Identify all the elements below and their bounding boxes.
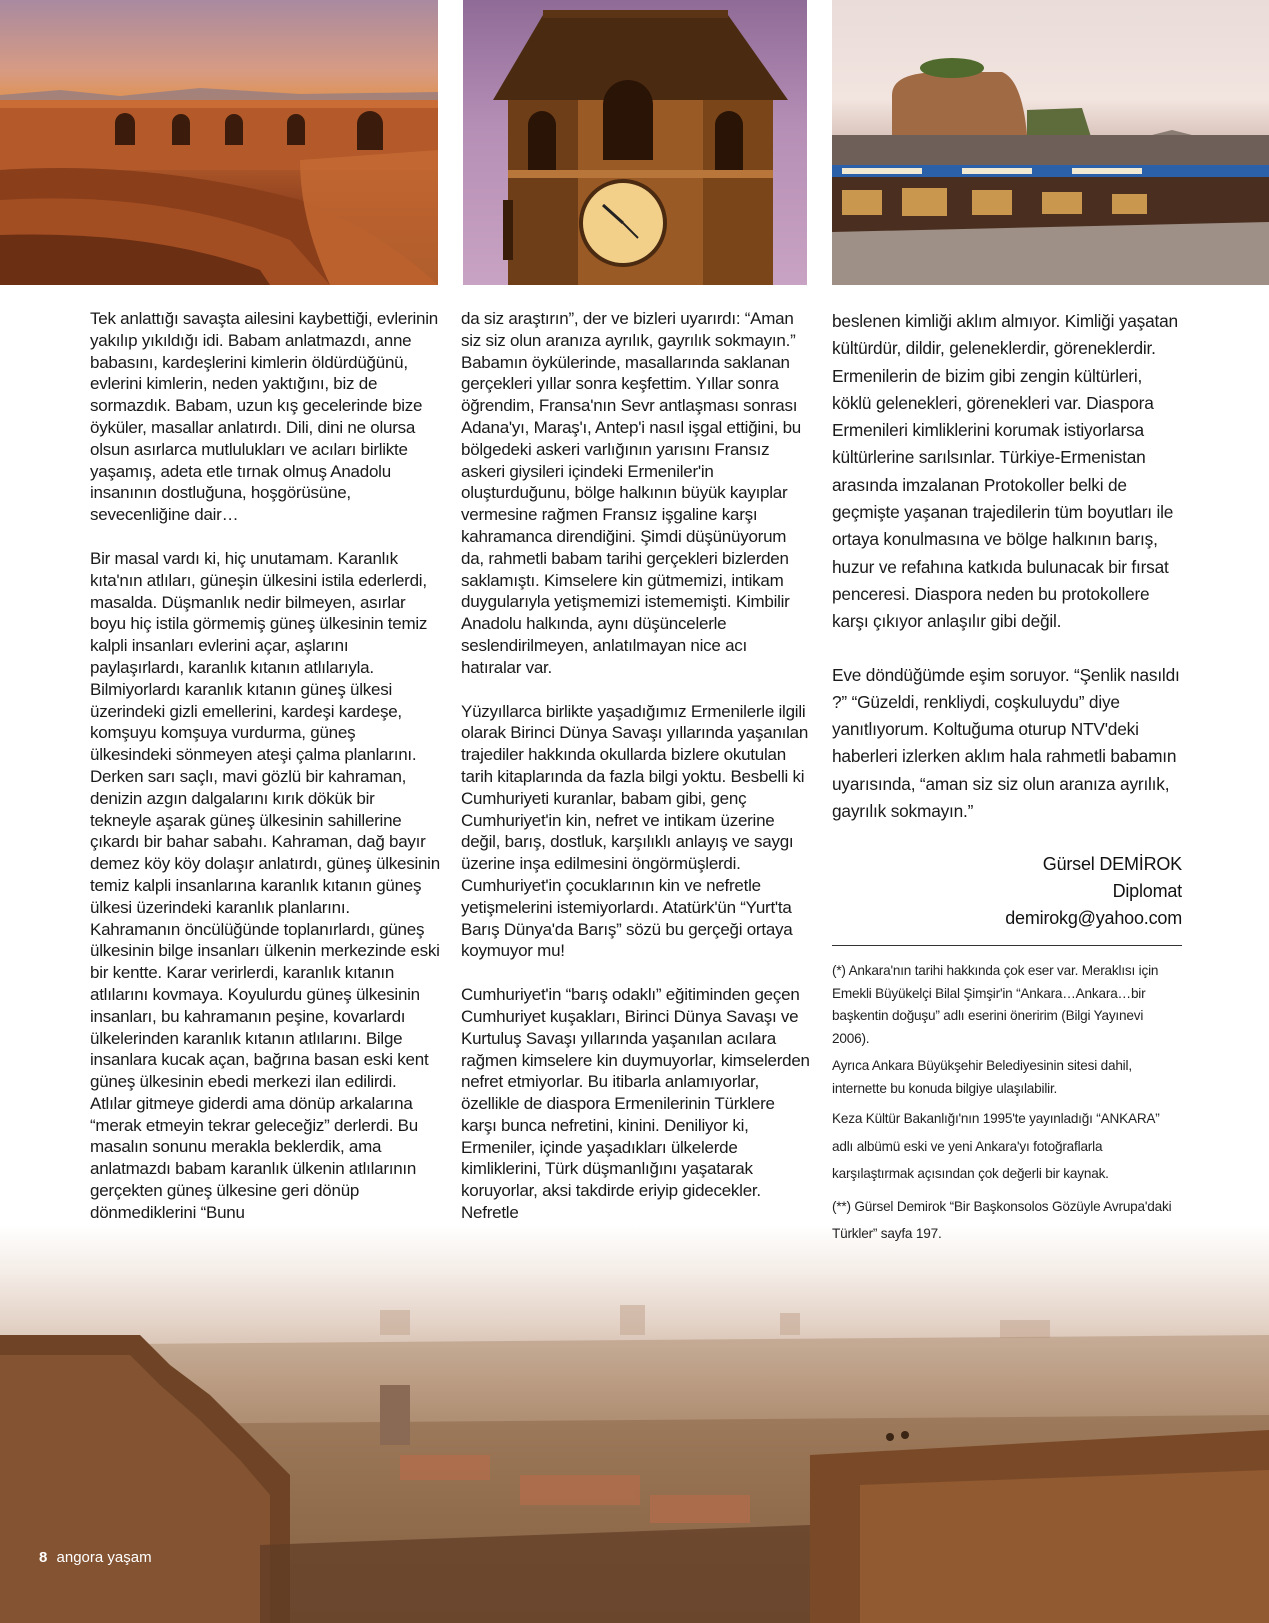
castle-market-illustration xyxy=(832,0,1269,285)
page-number: 8 xyxy=(39,1549,48,1566)
footnote: Keza Kültür Bakanlığı'nın 1995'te yayınladığı “ANKARA” adlı albümü eski ve yeni Ankara'yı fotoğraflarla karşılaştırmak açısından çok değerli bir kaynak. xyxy=(832,1111,1160,1182)
city-panorama-photo xyxy=(0,1225,1269,1623)
footnote: (**) Gürsel Demirok “Bir Başkonsolos Gözüyle Avrupa'daki Türkler” sayfa 197. xyxy=(832,1198,1172,1242)
page-footer xyxy=(39,1549,152,1566)
article-paragraph: Tek anlattığı savaşta ailesini kaybettiği, evlerinin yakılıp yıkıldığı idi. Babam anlatmazdı, anne babasını, kardeşlerini kimlerin öldürdüğünü, evlerini kimlerin, neden yaktığını, biz de sormazdık. Babam, uzun kış gecelerinde bize öyküler, masallar anlatırdı. Dili, dini ne olursa olsun asırlarca mutlulukları ve acıları birlikte yaşamış, adeta etle tırnak olmuş Anadolu insanının dostluğuna, hoşgörüsüne, sevecenliğine dair… xyxy=(90,309,438,525)
fortress-wall-illustration xyxy=(0,0,438,285)
city-panorama-illustration xyxy=(0,1225,1269,1623)
article-paragraph: da siz araştırın”, der ve bizleri uyarırdı: “Aman siz siz olun aranıza ayrılık, gayrılık sokmayın.” Babamın öykülerinde, masallarında saklanan gerçekleri yıllar sonra keşfettim. Yıllar sonra öğrendim, Fransa'nın Sevr antlaşması sonrası Adana'yı, Maraş'ı, Antep'i nasıl işgal ettiğini, bu bölgedeki askeri varlığının yarısını Fransız askeri giysileri içindeki Ermeniler'in oluşturduğunu, bölge halkının büyük kayıplar vermesine rağmen Fransız işgaline karşı kahramanca direndiğini. Şimdi düşünüyorum da, rahmetli babam tarihi gerçekleri bizlerden saklamıştı. Kimselere kin gütmemizi, intikam duygularıyla yetişmemizi istememişti. Kimbilir Anadolu halkında, aynı düşüncelerle seslendirilmeyen, anlatılmayan nice acı hatıralar var. xyxy=(461,309,802,677)
article-paragraph: Eve döndüğümde eşim soruyor. “Şenlik nasıldı ?” “Güzeldi, renkliydi, coşkuluydu” diye yanıtlıyorum. Koltuğuma oturup NTV'deki haberleri izlerken aklım hala rahmetli babamın uyarısında, “aman siz siz olun aranıza ayrılık, gayrılık sokmayın.” xyxy=(832,664,1180,822)
clock-tower-photo xyxy=(463,0,807,285)
clock-tower-illustration xyxy=(463,0,807,285)
article-paragraph: Yüzyıllarca birlikte yaşadığımız Ermenilerle ilgili olarak Birinci Dünya Savaşı yıllarında yaşanılan trajediler hakkında okullarda bizlere okutulan tarih kitaplarında da fazla bilgi yoktu. Besbelli ki Cumhuriyeti kuranlar, babam gibi, genç Cumhuriyet'in kin, nefret ve intikam üzerine değil, barış, dostluk, karşılıklı anlayış ve saygı üzerine inşa edilmesini öngörmüşlerdi. Cumhuriyet'in çocuklarının kin ve nefretle yetişmelerini istemiyorlardı. Atatürk'ün “Yurt'ta Barış Dünya'da Barış” sözü bu gerçeği ortaya koymuyor mu! xyxy=(461,701,809,961)
article-paragraph: beslenen kimliği aklım almıyor. Kimliği yaşatan kültürdür, dildir, geleneklerdir, göreneklerdir. Ermenilerin de bizim gibi zengin kültürleri, köklü gelenekleri, görenekleri var. Diaspora Ermenileri kimliklerini korumak istiyorlarsa kültürlerine sarılsınlar. Türkiye-Ermenistan arasında imzalanan Protokoller belki de geçmişte yaşanan trajedilerin tüm boyutları ile ortaya konulmasına ve bölge halkının barış, huzur ve refahına katkıda bulunacak bir fırsat penceresi. Diaspora neden bu protokollere karşı çıkıyor anlaşılır gibi değil. xyxy=(832,311,1178,632)
magazine-name: angora yaşam xyxy=(56,1549,152,1566)
footnote: (*) Ankara'nın tarihi hakkında çok eser var. Meraklısı için Emekli Büyükelçi Bilal Şimşir'in “Ankara…Ankara…bir başkentin doğuşu” adlı eserini öneririm (Bilgi Yayınevi 2006). xyxy=(832,963,1159,1046)
author-email[interactable]: demirokg@yahoo.com xyxy=(1005,908,1182,929)
author-name: Gürsel DEMİROK xyxy=(1042,854,1182,875)
article-paragraph: Bir masal vardı ki, hiç unutamam. Karanlık kıta'nın atlıları, güneşin ülkesini istila ederlerdi, masalda. Düşmanlık nedir bilmeyen, asırlar boyu hiç istila görmemiş güneş ülkesinin temiz kalpli insanları evlerini açar, aşlarını paylaşırlardı, karanlık kıtanın atlılarıyla. Bilmiyorlardı karanlık kıtanın güneş ülkesi üzerindeki gizli emellerini, kardeşi kardeşe, komşuyu komşuya vurdurma, güneş ülkesindeki sönmeyen ateşi çalma planlarını. Derken sarı saçlı, mavi gözlü bir kahraman, denizin azgın dalgalarını kırık dökük bir tekneyle aşarak güneş ülkesinin sahillerine çıkardı bir bahar sabahı. Kahraman, dağ bayır demez köy köy dolaşır anlatırdı, güneş ülkesinin temiz kalpli insanlarına karanlık kıtanın güneş ülkesi üzerindeki karanlık planlarını. Kahramanın öncülüğünde toplanırlardı, güneş ülkesinin bilge insanları ülkenin merkezinde eski bir kentte. Karar verirlerdi, karanlık kıtanın atlılarını kovmaya. Koyulurdu güneş ülkesinin insanları, bu kahramanın peşine, kovarlardı ülkelerinden karanlık kıtanın atlılarını. Bilge insanlara kucak açan, bağrına basan eski kent güneş ülkesinin ebedi merkezi ilan edilirdi. Atlılar gitmeye giderdi ama dönüp arkalarına “merak etmeyin tekrar geleceğiz” derlerdi. Bu masalın sonunu merakla beklerdik, ama anlatmazdı babam karanlık ülkenin atlılarının gerçekten güneş ülkesine geri dönüp dönmediklerini “Bunu xyxy=(90,548,440,1222)
article-column-2 xyxy=(461,308,811,1246)
footnote-divider xyxy=(832,945,1182,946)
footnote: Ayrıca Ankara Büyükşehir Belediyesinin sitesi dahil, internette bu konuda bilgiye ulaşılabilir. xyxy=(832,1058,1132,1096)
author-signature xyxy=(832,851,1182,932)
fortress-wall-photo xyxy=(0,0,438,285)
castle-market-photo xyxy=(832,0,1269,285)
article-paragraph: Cumhuriyet'in “barış odaklı” eğitiminden geçen Cumhuriyet kuşakları, Birinci Dünya Savaşı ve Kurtuluş Savaşı yıllarında yaşanılan acılara rağmen kimselere kin duymuyorlar, kimselerden nefret etmiyorlar. Bu itibarla anlamıyorlar, özellikle de diaspora Ermenilerinin Türklere karşı bunca nefretini, kinini. Deniliyor ki, Ermeniler, içinde yaşadıkları ülkelerde kimliklerini, Türk düşmanlığını yaşatarak koruyorlar, aksi takdirde eriyip gidecekler. Nefretle xyxy=(461,985,810,1223)
article-column-1 xyxy=(90,308,440,1246)
author-title: Diplomat xyxy=(1112,881,1182,902)
article-column-3 xyxy=(832,308,1182,1253)
